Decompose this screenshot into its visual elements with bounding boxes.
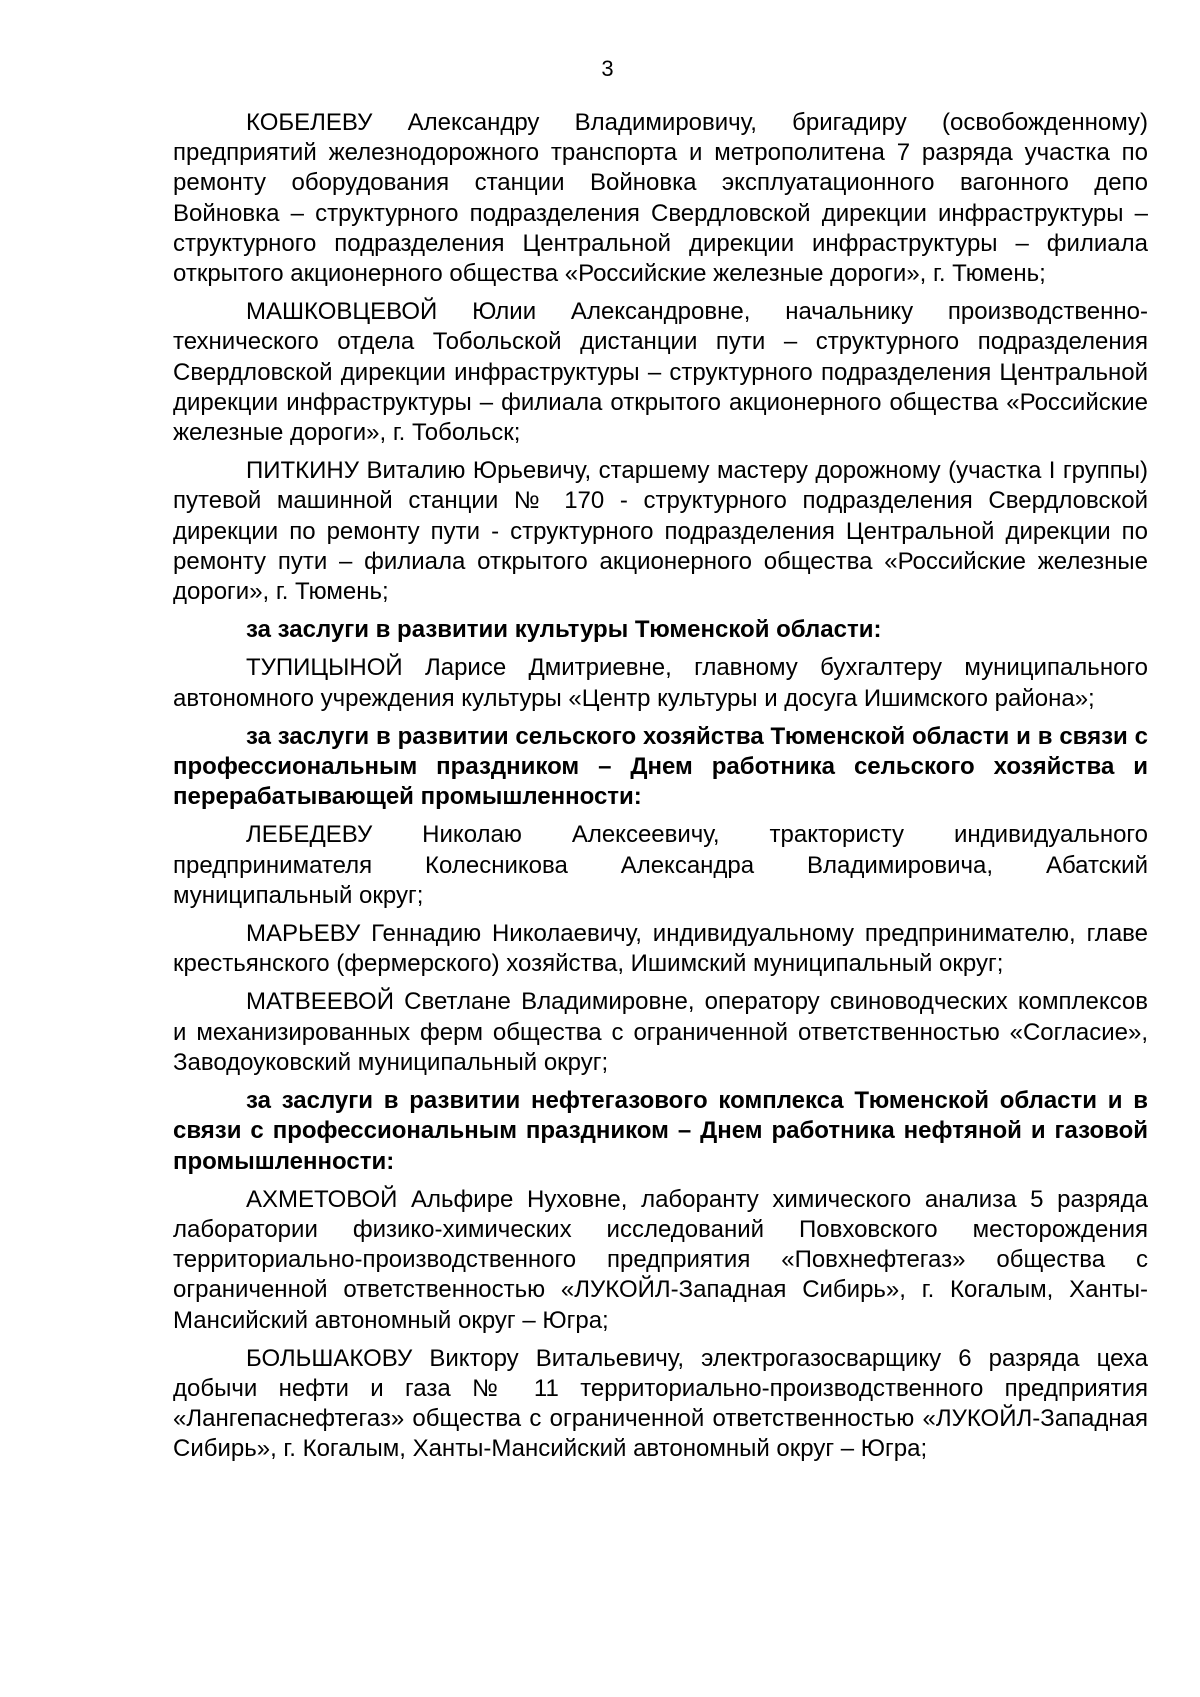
award-entry: МАРЬЕВУ Геннадию Николаевичу, индивидуальному предпринимателю, главе крестьянского (фермерского) хозяйства, Ишимский муниципальный округ; <box>173 920 1148 978</box>
section-heading: за заслуги в развитии сельского хозяйства Тюменской области и в связи с профессиональным праздником – Днем работника сельского хозяйства и перерабатывающей промышленности: <box>173 722 1148 811</box>
award-entry: БОЛЬШАКОВУ Виктору Витальевичу, электрогазосварщику 6 разряда цеха добычи нефти и газа № 11 территориально-производственного предприятия «Лангепаснефтегаз» общества с ограниченной ответственностью «ЛУКОЙЛ-Западная Сибирь», г. Когалым, Ханты-Мансийский автономный округ – Югра; <box>173 1344 1148 1463</box>
award-entry: ПИТКИНУ Виталию Юрьевичу, старшему мастеру дорожному (участка I группы) путевой машинной станции № 170 - структурного подразделения Свердловской дирекции по ремонту пути - структурного подразделения Центральной дирекции по ремонту пути – филиала открытого акционерного общества «Российские железные дороги», г. Тюмень; <box>173 457 1148 606</box>
page-number: 3 <box>601 56 614 81</box>
section-heading: за заслуги в развитии культуры Тюменской области: <box>246 616 882 644</box>
award-entry: КОБЕЛЕВУ Александру Владимировичу, бригадиру (освобожденному) предприятий железнодорожного транспорта и метрополитена 7 разряда участка по ремонту оборудования станции Войновка эксплуатационного вагонного депо Войновка – структурного подразделения Свердловской дирекции инфраструктуры – структурного подразделения Центральной дирекции инфраструктуры – филиала открытого акционерного общества «Российские железные дороги», г. Тюмень; <box>173 109 1148 288</box>
award-entry: ТУПИЦЫНОЙ Ларисе Дмитриевне, главному бухгалтеру муниципального автономного учреждения культуры «Центр культуры и досуга Ишимского района»; <box>173 654 1148 712</box>
award-entry: АХМЕТОВОЙ Альфире Нуховне, лаборанту химического анализа 5 разряда лаборатории физико-химических исследований Повховского месторождения территориально-производственного предприятия «Повхнефтегаз» общества с ограниченной ответственностью «ЛУКОЙЛ-Западная Сибирь», г. Когалым, Ханты-Мансийский автономный округ – Югра; <box>173 1185 1148 1334</box>
award-entry: МАТВЕЕВОЙ Светлане Владимировне, оператору свиноводческих комплексов и механизированных ферм общества с ограниченной ответственностью «Согласие», Заводоуковский муниципальный округ; <box>173 988 1148 1076</box>
award-entry: ЛЕБЕДЕВУ Николаю Алексеевичу, трактористу индивидуального предпринимателя Колесникова Александра Владимировича, Абатский муниципальный округ; <box>173 821 1148 909</box>
award-entry: МАШКОВЦЕВОЙ Юлии Александровне, начальнику производственно-технического отдела Тобольской дистанции пути – структурного подразделения Свердловской дирекции инфраструктуры – структурного подразделения Центральной дирекции инфраструктуры – филиала открытого акционерного общества «Российские железные дороги», г. Тобольск; <box>173 298 1148 447</box>
section-heading: за заслуги в развитии нефтегазового комплекса Тюменской области и в связи с профессиональным праздником – Днем работника нефтяной и газовой промышленности: <box>173 1087 1148 1175</box>
document-body <box>173 108 1148 1473</box>
